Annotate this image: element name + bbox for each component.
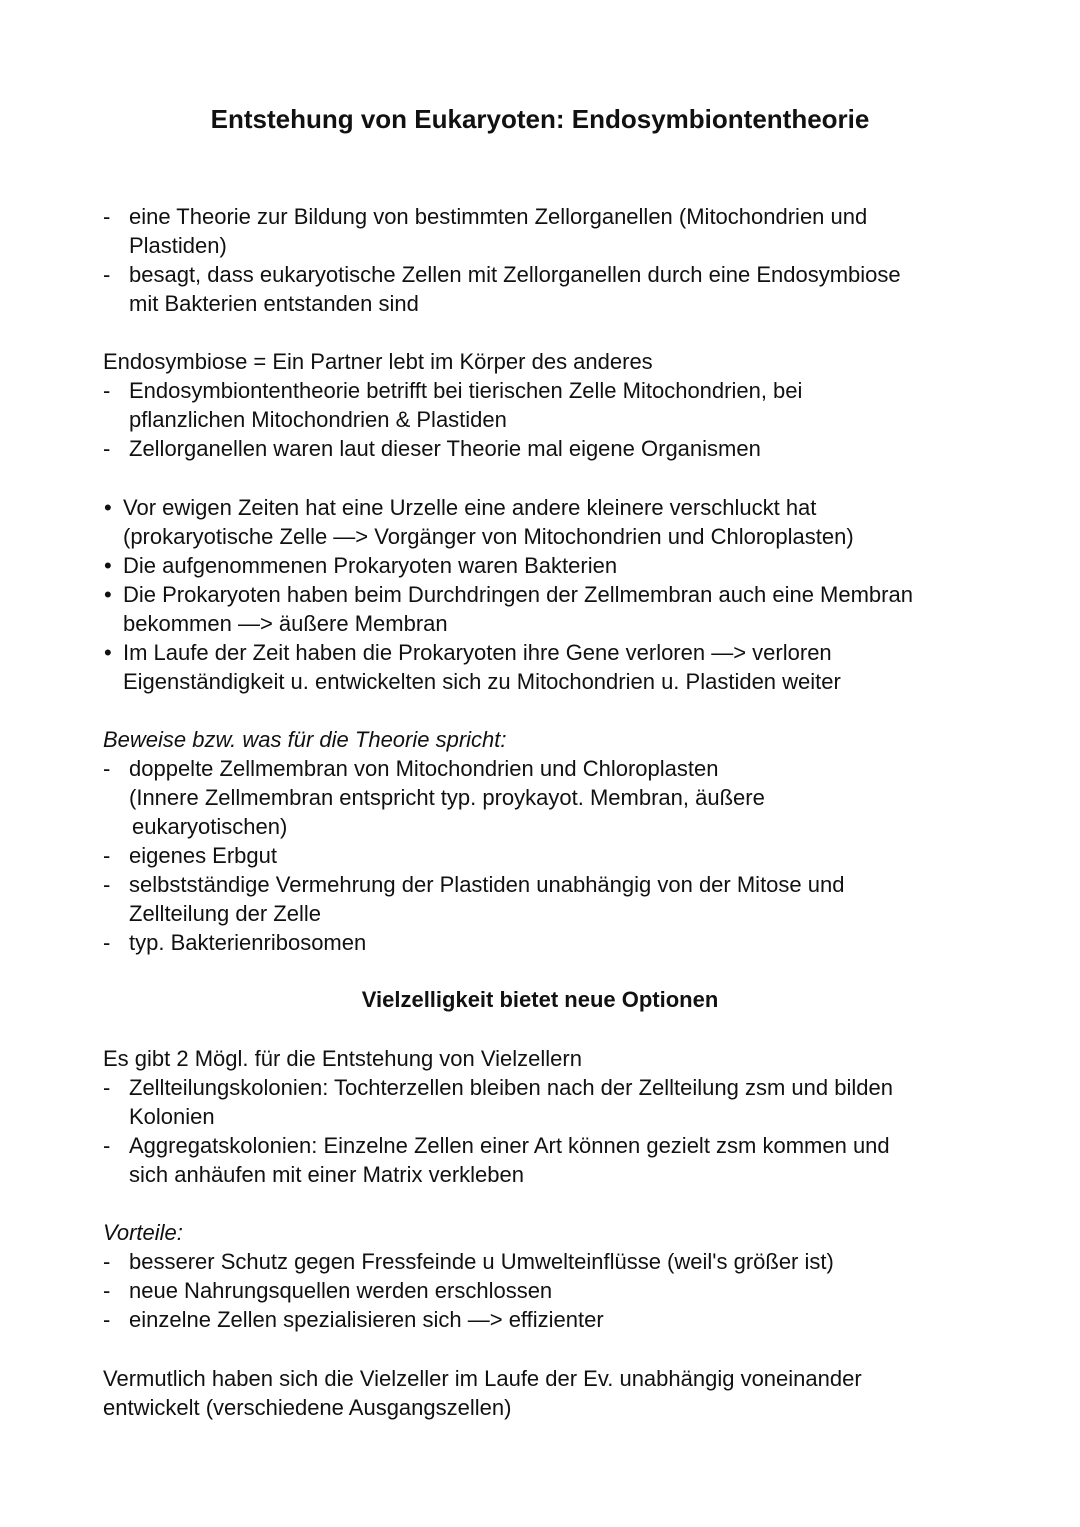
list-item xyxy=(103,638,1003,696)
list-item xyxy=(103,551,1003,580)
list-item-line: Eigenständigkeit u. entwickelten sich zu Mitochondrien u. Plastiden weiter xyxy=(123,669,841,694)
list-item xyxy=(103,260,1003,318)
list-item-line: • Die Prokaryoten haben beim Durchdringen der Zellmembran auch eine Membran xyxy=(123,582,913,607)
list-item-line: - Aggregatskolonien: Einzelne Zellen einer Art können gezielt zsm kommen und xyxy=(129,1133,890,1158)
list-item xyxy=(103,376,1003,434)
multicellularity-dash-list xyxy=(103,1073,1003,1189)
list-item-line: - eine Theorie zur Bildung von bestimmten Zellorganellen (Mitochondrien und xyxy=(129,204,868,229)
evidence-dash-list xyxy=(103,754,1003,957)
conclusion-section xyxy=(103,1364,1003,1422)
list-item-line: - Zellorganellen waren laut dieser Theorie mal eigene Organismen xyxy=(129,436,761,461)
definition-section xyxy=(103,347,1003,463)
list-item-line: (Innere Zellmembran entspricht typ. proykayot. Membran, äußere xyxy=(129,785,765,810)
conclusion-line: entwickelt (verschiedene Ausgangszellen) xyxy=(103,1395,512,1420)
list-item xyxy=(103,580,1003,638)
list-item-line: • Vor ewigen Zeiten hat eine Urzelle eine andere kleinere verschluckt hat xyxy=(123,495,817,520)
section-subtitle: Vielzelligkeit bietet neue Optionen xyxy=(361,987,719,1012)
definition-text: Endosymbiose = Ein Partner lebt im Körper des anderes xyxy=(103,349,653,374)
list-item-line: Zellteilung der Zelle xyxy=(129,901,321,926)
process-section xyxy=(103,493,1003,696)
list-item xyxy=(103,1073,1003,1131)
page-title: Entstehung von Eukaryoten: Endosymbiontentheorie xyxy=(210,104,870,134)
evidence-section xyxy=(103,725,1003,957)
list-item-line: (prokaryotische Zelle —> Vorgänger von Mitochondrien und Chloroplasten) xyxy=(123,524,854,549)
list-item-line: - Zellteilungskolonien: Tochterzellen bleiben nach der Zellteilung zsm und bilden xyxy=(129,1075,893,1100)
conclusion-line: Vermutlich haben sich die Vielzeller im Laufe der Ev. unabhängig voneinander xyxy=(103,1366,862,1391)
list-item xyxy=(103,1131,1003,1189)
list-item-line: sich anhäufen mit einer Matrix verkleben xyxy=(129,1162,524,1187)
list-item-line: - besagt, dass eukaryotische Zellen mit Zellorganellen durch eine Endosymbiose xyxy=(129,262,901,287)
list-item-line: bekommen —> äußere Membran xyxy=(123,611,448,636)
list-item xyxy=(103,928,1003,957)
multicellularity-intro: Es gibt 2 Mögl. für die Entstehung von Vielzellern xyxy=(103,1046,582,1071)
list-item-line: mit Bakterien entstanden sind xyxy=(129,291,419,316)
list-item-line: pflanzlichen Mitochondrien & Plastiden xyxy=(129,407,507,432)
advantages-heading: Vorteile: xyxy=(103,1220,183,1245)
list-item xyxy=(103,202,1003,260)
list-item xyxy=(103,1247,1003,1276)
advantages-dash-list xyxy=(103,1247,1003,1334)
list-item xyxy=(103,1305,1003,1334)
list-item-line: - neue Nahrungsquellen werden erschlossen xyxy=(129,1278,553,1303)
multicellularity-section xyxy=(103,1044,1003,1189)
list-item-line: - doppelte Zellmembran von Mitochondrien und Chloroplasten xyxy=(129,756,719,781)
list-item-line: - typ. Bakterienribosomen xyxy=(129,930,367,955)
list-item-line: Plastiden) xyxy=(129,233,227,258)
list-item-line: - Endosymbiontentheorie betrifft bei tierischen Zelle Mitochondrien, bei xyxy=(129,378,803,403)
list-item-line: • Im Laufe der Zeit haben die Prokaryoten ihre Gene verloren —> verloren xyxy=(123,640,832,665)
list-item-line: - eigenes Erbgut xyxy=(129,843,277,868)
intro-list xyxy=(103,202,1003,318)
list-item-line: - selbstständige Vermehrung der Plastiden unabhängig von der Mitose und xyxy=(129,872,845,897)
list-item xyxy=(103,754,1003,841)
list-item-line: - besserer Schutz gegen Fressfeinde u Umwelteinflüsse (weil's größer ist) xyxy=(129,1249,834,1274)
list-item-line: - einzelne Zellen spezialisieren sich —> effizienter xyxy=(129,1307,604,1332)
evidence-heading: Beweise bzw. was für die Theorie spricht: xyxy=(103,727,507,752)
list-item-line: Kolonien xyxy=(129,1104,215,1129)
list-item xyxy=(103,493,1003,551)
intro-dash-list xyxy=(103,202,1003,318)
process-bullet-list xyxy=(103,493,1003,696)
list-item-line: eukaryotischen) xyxy=(132,814,288,839)
advantages-section xyxy=(103,1218,1003,1334)
list-item xyxy=(103,1276,1003,1305)
list-item xyxy=(103,434,1003,463)
list-item-line: • Die aufgenommenen Prokaryoten waren Bakterien xyxy=(123,553,618,578)
list-item xyxy=(103,841,1003,870)
list-item xyxy=(103,870,1003,928)
definition-dash-list xyxy=(103,376,1003,463)
